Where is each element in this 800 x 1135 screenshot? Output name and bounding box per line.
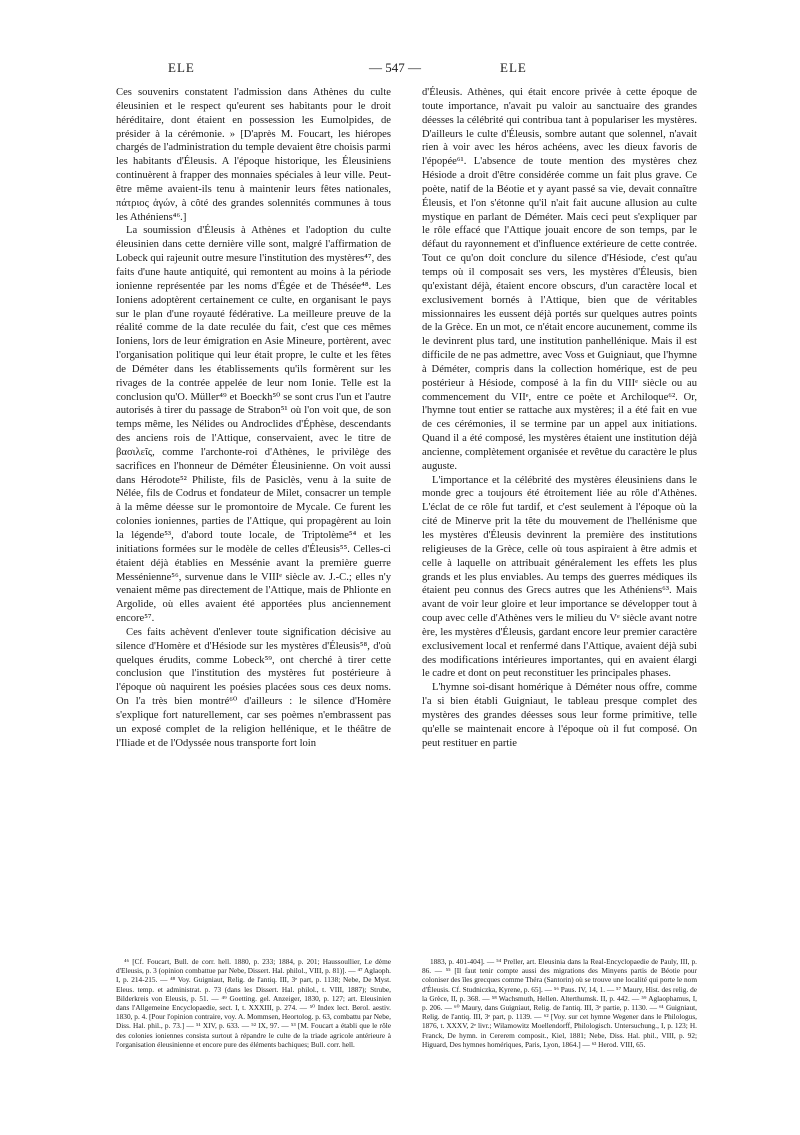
right-text-column bbox=[422, 86, 697, 751]
paragraph: Ces faits achèvent d'enlever toute signification décisive au silence d'Homère et d'Hésiode sur les mystères d'Éleusis⁵⁸, d'où quelques érudits, comme Lobeck⁵⁹, ont cherché à tirer cette conclusion que l'institution des mystères fut postérieure à l'époque où naquirent les poésies placées sous ces deux noms. On l'a très bien montré⁶⁰ d'ailleurs : le silence d'Homère s'explique fort naturellement, car ses poèmes n'embrassent pas un exposé complet de la religion hellénique, et le théâtre de l'Iliade et de l'Odyssée nous transporte fort loin bbox=[116, 626, 391, 749]
paragraph: d'Éleusis. Athènes, qui était encore privée à cette époque de toute importance, n'avait pu valoir au sanctuaire des grandes déesses la célébrité qui contribua tant à populariser les mystères. D'ailleurs le culte d'Éleusis, sombre autant que solennel, n'avait rien à voir avec les héros achéens, avec les dieux favoris de l'épopée⁶¹. L'absence de toute mention des mystères chez Hésiode a droit d'être considérée comme un fait plus grave. Ce poète, natif de la Béotie et y ayant passé sa vie, devait connaître Éleusis, et l'on s'étonne qu'il n'ait fait aucune allusion au culte mystique en parlant de Déméter. Mais ceci peut s'expliquer par le rôle effacé que l'Attique jouait encore de son temps, par le défaut du rayonnement et d'influence extérieure de cette contrée. Tout ce qu'on doit conclure du silence d'Hésiode, c'est qu'au temps où il composait ses vers, les mystères d'Éleusis, bien qu'existant déjà, étaient encore obscurs, d'un caractère local et exclusivement bornés à l'Attique, bien que de véritables missionnaires les eussent déjà portés sur quelques autres points de la Grèce. En un mot, ce n'était encore aucunement, comme ils le devinrent plus tard, une institution panhellénique. Mais il est difficile de ne pas admettre, avec Voss et Guigniaut, que l'hymne à Déméter, compris dans la collection homérique, est de peu postérieur à Hésiode, composé à la fin du VIIIᵉ siècle ou au commencement du VIIᵉ, entre ce poète et Archiloque⁶². Or, l'hymne tout entier se rattache aux mystères; il a été fait en vue de ces cérémonies, il se termine par un appel aux initiations. Quand il a été composé, les mystères étaient une institution déjà ancienne, complètement organisée et revêtue du caractère le plus auguste. bbox=[422, 87, 697, 472]
footnotes-left bbox=[116, 957, 391, 1049]
paragraph: L'importance et la célébrité des mystères éleusiniens dans le monde grec a toujours été étroitement liée au rôle d'Athènes. L'éclat de ce rôle fut tardif, et c'est seulement à l'époque où la cité de Minerve prit la tête du mouvement de l'hellénisme que les mystères d'Éleusis devinrent la première des institutions religieuses de la Grèce, celle où tous aspiraient à être admis et celle à laquelle on attribuait généralement les effets les plus grands et les plus enviables. Au temps des guerres médiques ils étaient peu connus des Grecs autres que les Athéniens⁶³. Mais avant de voir leur gloire et leur importance se développer tout à coup avec celle d'Athènes vers le milieu du Vᵉ siècle avant notre ère, les mystères d'Éleusis, gardant encore leur premier caractère exclusivement local et renfermé dans l'Attique, avaient déjà subi des modifications intérieures importantes, qui en avaient élargi le cadre et dont on peut reconstituer les principales phases. bbox=[422, 474, 697, 680]
paragraph: L'hymne soi-disant homérique à Déméter nous offre, comme l'a si bien établi Guigniaut, le tableau presque complet des mystères des grandes déesses sous leur forme primitive, telle qu'elle se maintenait encore à l'époque où il fut composé. On peut restituer en partie bbox=[422, 682, 697, 749]
paragraph: Ces souvenirs constatent l'admission dans Athènes du culte éleusinien et le respect qu'eurent ses habitants pour le droit héréditaire, dont étaient en possession les Eumolpides, de présider à la cérémonie. » [D'après M. Foucart, les hiéropes chargés de l'administration du temple devaient être choisis parmi les habitants d'Éleusis. A l'époque historique, les Éleusiniens continuèrent à frapper des monnaies spéciales à leur ville. Peut-être même avaient-ils tenu à maintenir leurs fêtes nationales, πάτριος ἀγών, à côté des grandes solennités communes à tous les Athéniens⁴⁶.] bbox=[116, 87, 391, 223]
running-header bbox=[0, 60, 800, 82]
footnotes-right bbox=[422, 957, 697, 1049]
footnote-block: ⁴⁶ [Cf. Foucart, Bull. de corr. hell. 1880, p. 233; 1884, p. 201; Haussoullier, Le dème d'Eleusis, p. 3 (opinion combattue par Nebe, Dissert. Hal. philol., VIII, p. 81)]. — ⁴⁷ Aglaoph. I, p. 214-215. — ⁴⁸ Voy. Guigniaut, Relig. de l'antiq. III, 3ᵉ part, p. 1138; Nebe, De Myst. Eleus. temp. et administrat. p. 73 (dans les Dissert. Hal. philol., t. VIII, 1887); Strube, Bilderkreis von Eleusis, p. 51. — ⁴⁹ Goetting. gel. Anzeiger, 1830, p. 127; art. Eleusinien dans l'Allgemeine Encyclopaedie, sect. I, t. XXXIII, p. 274. — ⁵⁰ Index lect. Berol. aestiv. 1830, p. 4. [Pour l'opinion contraire, voy. A. Mommsen, Heortolog. p. 63, combattu par Nebe, Diss. Hal. phil., p. 73.] — ⁵¹ XIV, p. 633. — ⁵² IX, 97. — ⁵³ [M. Foucart a établi que le rôle des colonies ioniennes consista surtout à répandre le culte de la triade agricole antérieure à l'organisation éleusinienne et encore pure des éléments bachiques; Bull. corr. hell. bbox=[116, 957, 391, 1049]
left-text-column bbox=[116, 86, 391, 751]
footnote-block: 1883, p. 401-404]. — ⁵⁴ Preller, art. Eleusinia dans la Real-Encyclopaedie de Pauly, III, p. 86. — ⁵⁵ [Il faut tenir compte aussi des migrations des Minyens partis de Béotie pour coloniser des îles grecques comme Théra (Santorin) où se trouve une localité qui porte le nom d'Éleusis. Cf. Studniczka, Kyrene, p. 65]. — ⁵⁶ Paus. IV, 14, 1. — ⁵⁷ Maury, Hist. des relig. de la Grèce, II, p. 368. — ⁵⁸ Wachsmuth, Hellen. Alterthumsk. II, p. 442. — ⁵⁹ Aglaophamus, I, p. 206. — ⁶⁰ Maury, dans Guigniaut, Relig. de l'antiq. III, 3ᵉ partie, p. 1130. — ⁶¹ Guigniaut, Relig. de l'antiq. III, 3ᵉ part, p. 1139. — ⁶² [Voy. sur cet hymne Wegener dans le Philologus, 1876, t. XXXV, 2ᵉ livr.; Wilamowitz Moellendorff, Philologisch. Untersuchung., I, p. 123; H. Franck, De hymn. in Cererem composit., Kiel, 1881; Nebe, Diss. Hal. phil., VIII, p. 92; Higuard, Des hymnes homériques, Paris, Lyon, 1864.] — ⁶³ Herod. VIII, 65. bbox=[422, 957, 697, 1049]
paragraph: La soumission d'Éleusis à Athènes et l'adoption du culte éleusinien dans cette dernière ville sont, malgré l'affirmation de Lobeck qui rajeunit outre mesure l'institution des mystères⁴⁷, des faits d'une haute antiquité, qui remontent au moins à la période ionienne représentée par les noms d'Égée et de Thésée⁴⁸. Les Ioniens adoptèrent certainement ce culte, en organisant le pays sur le plan d'une royauté fédérative. La meilleure preuve de la réalité comme de la date reculée du fait, c'est que ces mêmes Ioniens, lors de leur émigration en Asie Mineure, portèrent, avec l'organisation politique qui leur était propre, le culte et les fêtes de Déméter dans les établissements qu'ils formèrent sur les rivages de la contrée appelée de leur nom Ionie. Telle est la conclusion qu'O. Müller⁴⁹ et Boeckh⁵⁰ se sont crus l'un et l'autre autorisés à tirer du passage de Strabon⁵¹ où l'on voit que, de son temps même, les Nélides ou Androclides d'Éphèse, descendants des anciens rois de l'Attique, conservaient, avec le titre de βασιλεῖς, comme l'archonte-roi d'Athènes, le privilège des sacrifices en l'honneur de Déméter Éleusinienne. On voit aussi dans Hérodote⁵² Philiste, fils de Pasiclès, venu à la suite de Nélée, fils de Codrus et fondateur de Milet, consacrer un temple à la même déesse sur le promontoire de Mycale. Ce furent les colonies ioniennes, parties de l'Attique, qui propagèrent au loin la légende⁵³, d'abord toute locale, de Triptolème⁵⁴ et les initiations formées sur le modèle de celles d'Éleusis⁵⁵. Celles-ci étaient déjà établies en Messénie avant la première guerre Messénienne⁵⁶, survenue dans le VIIIᵉ siècle av. J.-C.; elles n'y venaient même pas directement de l'Attique, mais de Phlionte en Argolide, où elles avaient été apportées plus anciennement encore⁵⁷. bbox=[116, 225, 391, 625]
header-right-word: ELE bbox=[500, 60, 527, 75]
header-left-word: ELE bbox=[168, 60, 195, 75]
page-number: — 547 — bbox=[369, 60, 421, 75]
